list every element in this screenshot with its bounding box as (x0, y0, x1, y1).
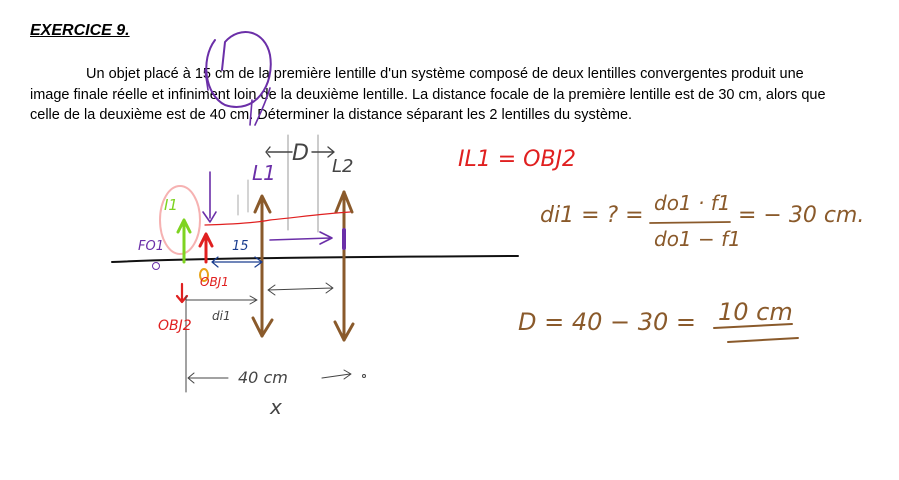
equation-2-result: = − 30 cm. (738, 203, 865, 228)
dot-mark (363, 375, 366, 378)
equation-2-lhs: di1 = ? = (540, 203, 644, 228)
black-arrow-below (268, 283, 333, 295)
di1-label: di1 (212, 309, 231, 323)
focal-label: FO1 (138, 239, 164, 254)
result-underline-2 (728, 338, 798, 342)
fraction-bar (650, 222, 730, 223)
equation-3-result: 10 cm (718, 298, 793, 326)
lens-1-label: L1 (252, 161, 276, 185)
red-ray (205, 212, 350, 225)
forty-cm-label: 40 cm (238, 368, 288, 387)
focal-point-dot (153, 263, 160, 270)
equation-2-numerator: do1 · f1 (654, 191, 731, 215)
di1-arrow (186, 296, 257, 304)
exercise-title: EXERCICE 9. (30, 22, 130, 39)
distance-d-label: D (292, 141, 309, 166)
lens-2-label: L2 (332, 156, 354, 177)
optical-axis (112, 256, 518, 262)
equation-2-denominator: do1 − f1 (654, 227, 741, 251)
equation-3: D = 40 − 30 = (518, 308, 697, 336)
x-label: x (270, 395, 282, 419)
image-i1-label: I1 (164, 196, 178, 214)
purple-down-arrow (203, 172, 216, 222)
object2-label: OBJ2 (158, 318, 192, 334)
distance-15-label: 15 (232, 239, 249, 254)
exercise-statement: Un objet placé à 15 cm de la première lentille d'un système composé de deux lentilles convergentes produit une image finale réelle et infiniment loin de la deuxième lentille. La distance focale de la première lentille est de 30 cm, alors que celle de la deuxième est de 40 cm. Déterminer la distance séparant les 2 lentilles du système. (30, 66, 826, 123)
equation-1: IL1 = OBJ2 (458, 147, 577, 172)
purple-ray-arrow (270, 232, 332, 244)
object1-label: OBJ1 (200, 275, 229, 289)
purple-circle-mark (206, 32, 270, 107)
